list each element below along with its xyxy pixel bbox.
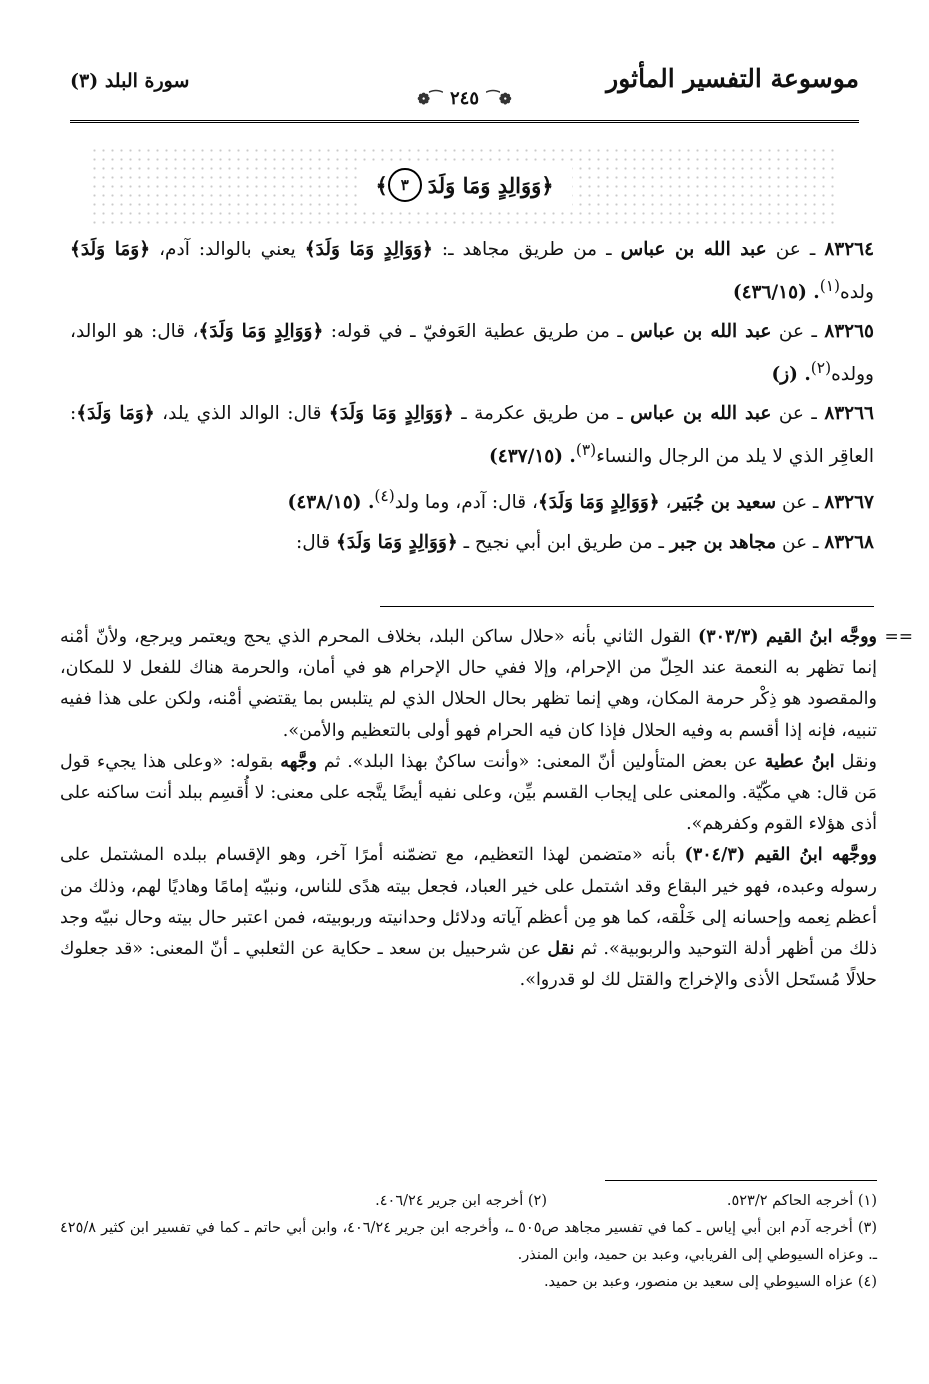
quran-quote: ﴿وَوَالِدٍ وَمَا وَلَدَ﴾ — [304, 239, 433, 260]
footnote-row — [60, 1188, 877, 1215]
narration-entry — [70, 478, 874, 521]
narration-number: ٨٣٢٦٥ — [824, 321, 874, 343]
narration-text: ـ عن — [771, 403, 825, 425]
volume-reference: . (٤٣٨/١٥) — [287, 492, 375, 514]
commentary-lead: ووجَّه — [832, 627, 878, 647]
commentary-block — [60, 622, 913, 996]
ayah-close-bracket: ﴾ — [375, 172, 388, 198]
scholar-name: ابنُ عطية — [764, 751, 835, 772]
volume-reference: (٣٠٣/٣) — [697, 627, 766, 647]
footnote-1: (١) أخرجه الحاكم ٥٢٣/٢. — [726, 1193, 877, 1209]
volume-reference: . (٤٣٦/١٥) — [732, 282, 820, 304]
footnote-2: (٢) أخرجه ابن جرير ٤٠٦/٢٤. — [375, 1193, 547, 1209]
commentary-text: القول الثاني بأنه «حلال ساكن البلد، بخلاف المحرم الذي يحج ويعتمر ويرجع، ولأنّ أمْنه إنما تظهر به النعمة عند الحِلّ من الإحرام، وإلا ففي حال الإحرام هو في أمان، والحرمة هناك للفعل لا للمكان، والمقصود هو ذِكْر حرمة المكان، وهي إنما تظهر بحال الحلال الذي لم يتلبس بما يقتضي أمْنه، ولكن على هذا ففيه تنبيه، فإنه إذا أقسم به وفيه الحلال فإذا كان فيه الحرام فهو أولى بالتعظيم والأمن». — [60, 627, 877, 741]
continuation-mark: == — [884, 627, 913, 647]
narration-text: قال: — [296, 531, 337, 553]
narration-text: ، — [659, 492, 672, 514]
footnote-4: (٤) عزاه السيوطي إلى سعيد بن منصور، وعبد بن حميد. — [543, 1274, 877, 1290]
narrator-name: عبد الله بن عباس — [630, 403, 772, 425]
quran-quote: ﴿وَوَالِدٍ وَمَا وَلَدَ﴾ — [336, 531, 458, 553]
footnote-marker: (١) — [819, 277, 841, 295]
narration-text: ولده — [840, 282, 874, 304]
quran-quote: ﴿وَوَالِدٍ وَمَا وَلَدَ﴾ — [198, 321, 324, 343]
narration-text: ـ من طريق ابن أبي نجيح ـ — [457, 531, 670, 553]
book-title: موسوعة التفسير المأثور — [606, 64, 859, 93]
narration-text: ـ من طريق عطية العَوفيّ ـ في قوله: — [323, 321, 631, 343]
narration-text: ، قال: هو الوالد، وولده — [70, 321, 874, 386]
narrations-list — [70, 232, 874, 564]
quran-quote: ﴿وَوَالِدٍ وَمَا وَلَدَ﴾ — [537, 492, 660, 514]
narrator-name: مجاهد بن جبر — [669, 531, 777, 553]
narration-text: ـ عن — [766, 239, 825, 260]
narration-text: ـ من طريق عكرمة ـ — [453, 403, 631, 425]
narration-entry — [70, 232, 874, 311]
footnote-marker: (٤) — [374, 487, 395, 506]
ornament-icon: ⁀❁ — [417, 90, 442, 108]
page-number: ٢٤٥ — [449, 88, 479, 109]
header-divider — [70, 120, 859, 123]
narration-text: يعني بالوالد: آدم، — [150, 239, 305, 260]
commentary-paragraph — [60, 840, 877, 996]
ayah-text — [357, 164, 571, 206]
narration-text: : العاقِر الذي لا يلد من الرجال والنساء — [70, 403, 874, 468]
ayah-banner — [90, 146, 839, 224]
narration-entry — [70, 314, 874, 393]
narration-text: ـ عن — [771, 321, 825, 343]
narration-number: ٨٣٢٦٤ — [824, 239, 875, 260]
commentary-divider — [380, 606, 874, 607]
scholar-name: ابنُ القيم — [754, 845, 823, 866]
narrator-name: سعيد بن جُبَير — [671, 492, 777, 514]
ayah-number-circle: ٣ — [388, 168, 422, 202]
ayah-words: ﴿وَوَالِدٍ وَمَا وَلَدَ — [427, 172, 554, 198]
narration-text: ، قال: آدم، وما ولد — [394, 492, 538, 514]
narration-text: ـ عن — [776, 492, 825, 514]
narration-text: ـ من طريق مجاهد ـ: — [432, 239, 621, 260]
narration-entry — [70, 396, 874, 475]
narration-number: ٨٣٢٦٨ — [824, 531, 874, 553]
quran-quote: ﴿وَمَا وَلَدَ﴾ — [76, 403, 155, 425]
commentary-lead: ونقل — [834, 751, 877, 772]
narration-text: قال: الوالد الذي يلد، — [154, 403, 329, 425]
volume-reference: (٣٠٤/٣) — [684, 845, 755, 866]
footnotes-divider — [605, 1180, 877, 1181]
page-header — [70, 58, 859, 128]
narration-text: ـ عن — [776, 531, 825, 553]
volume-reference: . (٤٣٧/١٥) — [489, 446, 576, 468]
volume-reference: . (ز) — [771, 364, 811, 386]
commentary-lead: ووجَّهه — [822, 845, 877, 866]
quran-quote: ﴿وَمَا وَلَدَ﴾ — [70, 239, 151, 260]
commentary-text: عن بعض المتأولين أنّ المعنى: «وأنت ساكنٌ بهذا البلد». ثم — [316, 751, 765, 772]
commentary-text: بقوله: «وعلى هذا يجيء قول مَن قال: هي مكّيّة. والمعنى على إيجاب القسم بيِّن، وعلى نفيه أيضًا يتَّجه على معنى: لا أُقسِم ببلد أنت ساكنه على أذى هؤلاء القوم وكفرهم». — [60, 751, 877, 835]
commentary-keyword: وجَّهه — [280, 751, 317, 772]
commentary-keyword: نقل — [547, 939, 575, 960]
footnote-3: (٣) أخرجه آدم ابن أبي إياس ـ كما في تفسير مجاهد ص٥٠٥ ـ، وأخرجه ابن جرير ٤٠٦/٢٤، وابن أبي حاتم ـ كما في تفسير ابن كثير ٤٢٥/٨ ـ. وعزاه السيوطي إلى الفريابي، وعبد بن حميد، وابن المنذر. — [60, 1220, 878, 1263]
narration-number: ٨٣٢٦٧ — [824, 492, 874, 514]
surah-title: سورة البلد (٣) — [70, 70, 190, 92]
commentary-text: عن شرحبيل بن سعد ـ حكاية عن الثعلبي ـ أنّ المعنى: «قد جعلوك حلالًا مُستَحل الأذى والإخراج والقتل لك لو قدروا». — [60, 939, 877, 991]
ornament-icon: ❁⁀ — [487, 90, 512, 108]
narrator-name: عبد الله بن عباس — [630, 321, 772, 343]
commentary-paragraph — [60, 622, 877, 747]
narration-number: ٨٣٢٦٦ — [824, 403, 874, 425]
footnote-marker: (٣) — [575, 441, 597, 460]
narrator-name: عبد الله بن عباس — [620, 239, 767, 260]
scholar-name: ابنُ القيم — [765, 627, 833, 647]
narration-entry — [70, 525, 874, 561]
commentary-text: بأنه «متضمن لهذا التعظيم، مع تضمّنه أمرًا آخر، وهو الإقسام ببلده المشتمل على رسوله وعبده، فهو خير البقاع وقد اشتمل على خير العباد، فجعل بيته هدًى للناس، ونبيّه إمامًا وهاديًا لهم، وذلك من أعظم نِعمه وإحسانه إلى خَلْقه، كما هو مِن أعظم آياته ودلائل وحدانيته وربوبيته، فمن اعتبر حال بيته وحال نبيّه وجد ذلك من أظهر أدلة التوحيد والربوبية». ثم — [60, 845, 877, 960]
commentary-paragraph — [60, 747, 877, 841]
footnotes — [60, 1188, 877, 1296]
footnote-marker: (٢) — [810, 359, 832, 378]
quran-quote: ﴿وَوَالِدٍ وَمَا وَلَدَ﴾ — [328, 403, 454, 425]
